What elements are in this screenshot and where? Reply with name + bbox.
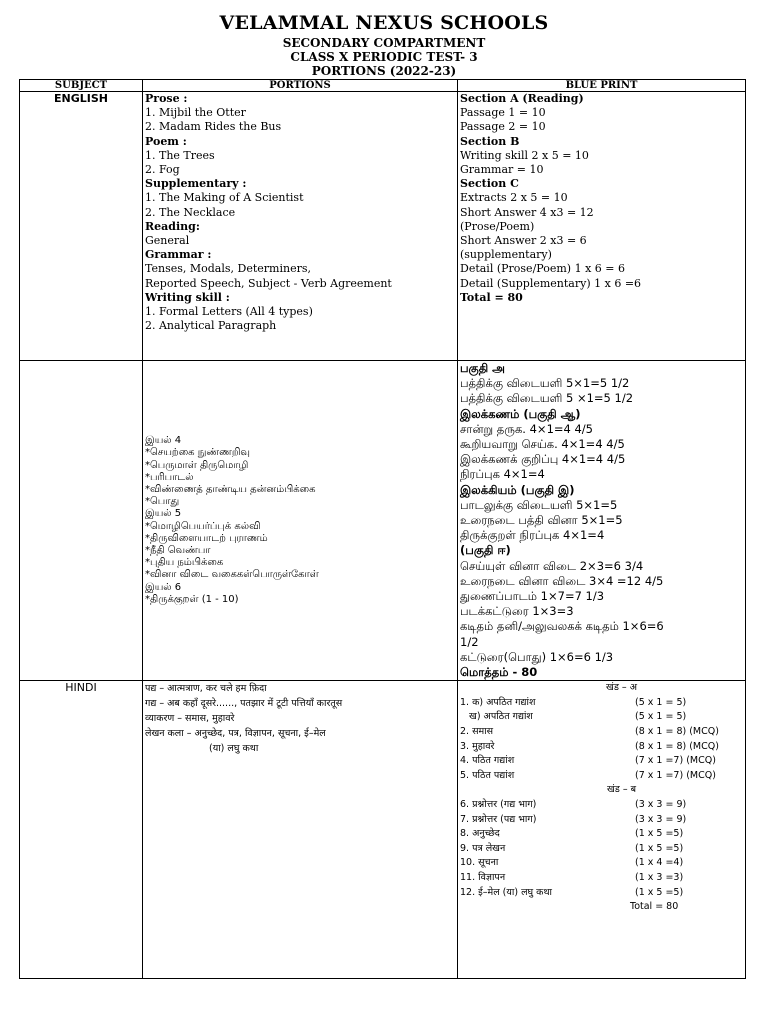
hindi-section-heading: खंड – अ xyxy=(606,682,637,694)
english-portion-item: 1. Mijbil the Otter xyxy=(145,106,246,120)
hindi-question-label: 2. समास xyxy=(460,726,494,738)
hindi-question-marks: (1 x 5 =5) xyxy=(635,828,684,840)
tamil-blueprint-item: பாடலுக்கு விடையளி 5×1=5 xyxy=(460,497,618,512)
english-blueprint-item: Passage 1 = 10 xyxy=(460,106,546,120)
english-portion-item: Supplementary : xyxy=(145,177,247,191)
tamil-blueprint-item: துணைப்பாடம் 1×7=7 1/3 xyxy=(460,589,605,604)
hindi-section-heading: खंड – ब xyxy=(606,784,637,796)
tamil-portion-item: இயல் 6 xyxy=(145,581,182,593)
tamil-blueprint-item: கடிதம் தனி/அலுவலகக் கடிதம் 1×6=6 xyxy=(460,619,664,634)
portions-table xyxy=(19,79,746,979)
english-portion-item: Reading: xyxy=(145,219,200,233)
tamil-blueprint-item: மொத்தம் - 80 xyxy=(460,665,538,680)
english-blueprint-item: Detail (Prose/Poem) 1 x 6 = 6 xyxy=(460,262,625,276)
english-blueprint-item: Total = 80 xyxy=(460,290,523,304)
tamil-portion-item: *திருவிளையாடற் புராணம் xyxy=(145,532,268,544)
subject-english: ENGLISH xyxy=(20,92,143,361)
hindi-question-marks: (1 x 5 =5) xyxy=(635,842,684,854)
tamil-portion-item: *பரிபாடல் xyxy=(145,471,194,483)
hindi-blueprint-row xyxy=(460,754,743,769)
hindi-portion-item: पद्य – आत्मत्राण, कर चले हम फ़िदा xyxy=(145,683,267,695)
hindi-blueprint-row xyxy=(460,710,743,725)
hindi-question-marks: (7 x 1 =7) (MCQ) xyxy=(635,769,716,781)
tamil-portion-item: இயல் 5 xyxy=(145,508,182,520)
tamil-blueprint-item: இலக்கியம் (பகுதி இ) xyxy=(460,482,575,497)
hindi-blueprint-row xyxy=(460,813,743,828)
hindi-question-marks: (5 x 1 = 5) xyxy=(635,711,687,723)
hindi-question-label: 6. प्रश्नोत्तर (गद्य भाग) xyxy=(460,799,537,811)
english-portion-item: 1. The Trees xyxy=(145,148,215,162)
tamil-portion-item: *புதிய நம்பிக்கை xyxy=(145,557,224,569)
hindi-blueprint-row xyxy=(460,842,743,857)
english-portion-item: 2. Analytical Paragraph xyxy=(145,319,277,333)
tamil-blueprint-item: செய்யுள் வினா விடை 2×3=6 3/4 xyxy=(460,558,644,573)
subject-tamil xyxy=(20,361,143,681)
hindi-blueprint-row xyxy=(460,769,743,784)
tamil-blueprint-item: சான்று தருக. 4×1=4 4/5 xyxy=(460,421,593,436)
hindi-question-label: ख) अपठित गद्यांश xyxy=(460,711,533,723)
table-row-hindi xyxy=(20,681,746,979)
english-blueprint-item: Writing skill 2 x 5 = 10 xyxy=(460,148,589,162)
english-portion-item: Writing skill : xyxy=(145,290,230,304)
tamil-portion-item: *பொது xyxy=(145,496,180,508)
hindi-question-marks: (1 x 4 =4) xyxy=(635,857,684,869)
tamil-portion-item: *விண்ணைத் தாண்டிய தன்னம்பிக்கை xyxy=(145,484,316,496)
department-title: SECONDARY COMPARTMENT xyxy=(282,36,486,50)
hindi-question-label: 5. पठित पद्यांश xyxy=(460,769,515,781)
hindi-portion-item: व्याकरण – समास, मुहावरे xyxy=(145,713,235,725)
english-portion-item: Tenses, Modals, Determiners, xyxy=(145,262,311,276)
tamil-blueprint-item: படக்கட்டுரை 1×3=3 xyxy=(460,604,574,619)
hindi-question-label: 4. पठित गद्यांश xyxy=(460,755,515,767)
hindi-blueprint-row xyxy=(460,871,743,886)
subject-column-header: SUBJECT xyxy=(20,80,143,92)
english-portion-item: 1. The Making of A Scientist xyxy=(145,191,304,205)
tamil-blueprint-item: பத்திக்கு விடையளி 5×1=5 1/2 xyxy=(460,376,630,391)
hindi-question-label: 12. ई–मेल (या) लघु कथा xyxy=(460,886,552,898)
english-portion-item: 2. Fog xyxy=(145,163,180,177)
english-portions xyxy=(143,92,458,361)
english-blueprint-item: (Prose/Poem) xyxy=(460,219,535,233)
hindi-question-marks: (1 x 3 =3) xyxy=(635,871,684,883)
hindi-blueprint xyxy=(458,681,746,979)
english-portion-item: Reported Speech, Subject - Verb Agreement xyxy=(145,276,392,290)
tamil-portion-item: *மொழிபெயர்ப்புக் கல்வி xyxy=(145,520,261,532)
tamil-blueprint-item: பகுதி அ xyxy=(460,361,505,375)
blueprint-column-header: BLUE PRINT xyxy=(458,80,746,92)
english-blueprint xyxy=(458,92,746,361)
english-portion-item: Poem : xyxy=(145,134,187,148)
hindi-portion-item: गद्य – अब कहाँ दूसरे......, पतझार में टूटी पत्तियाँ कारतूस xyxy=(145,698,343,710)
table-row-tamil xyxy=(20,361,746,681)
tamil-blueprint-item: 1/2 xyxy=(460,634,479,649)
hindi-question-marks: (5 x 1 = 5) xyxy=(635,696,687,708)
english-portion-item: Prose : xyxy=(145,92,188,105)
tamil-blueprint-item: கட்டுரை(பொது) 1×6=6 1/3 xyxy=(460,649,614,664)
english-blueprint-item: Extracts 2 x 5 = 10 xyxy=(460,191,568,205)
hindi-question-marks: (7 x 1 =7) (MCQ) xyxy=(635,755,716,767)
english-blueprint-item: Section C xyxy=(460,177,519,191)
hindi-total: Total = 80 xyxy=(630,901,679,913)
tamil-portion-item: *பெருமாள் திருமொழி xyxy=(145,459,249,471)
hindi-blueprint-row xyxy=(460,886,743,901)
english-portion-item: General xyxy=(145,234,190,248)
hindi-blueprint-row xyxy=(460,856,743,871)
hindi-question-label: 11. विज्ञापन xyxy=(460,871,506,883)
document-header xyxy=(0,10,768,78)
hindi-blueprint-row xyxy=(460,725,743,740)
hindi-portions xyxy=(143,681,458,979)
tamil-portion-item: *செயற்கை நுண்ணறிவு xyxy=(145,447,251,459)
hindi-blueprint-row xyxy=(460,798,743,813)
english-blueprint-item: Short Answer 2 x3 = 6 xyxy=(460,234,587,248)
tamil-blueprint-item: இலக்கணக் குறிப்பு 4×1=4 4/5 xyxy=(460,452,626,467)
hindi-portion-item: (या) लघु कथा xyxy=(209,743,259,755)
hindi-question-label: 1. क) अपठित गद्यांश xyxy=(460,696,536,708)
hindi-blueprint-row xyxy=(460,827,743,842)
tamil-portion-item: *திருக்குறள் (1 - 10) xyxy=(145,593,239,605)
school-name: VELAMMAL NEXUS SCHOOLS xyxy=(219,12,549,34)
english-blueprint-item: Passage 2 = 10 xyxy=(460,120,546,134)
tamil-portion-item: *வினா விடை வகைகள்பொருள்கோள் xyxy=(145,569,319,581)
hindi-question-label: 3. मुहावरे xyxy=(460,740,495,752)
hindi-blueprint-row xyxy=(460,740,743,755)
tamil-blueprint-item: நிரப்புக 4×1=4 xyxy=(460,467,545,482)
hindi-question-label: 10. सूचना xyxy=(460,857,499,869)
tamil-blueprint-item: உரைநடை வினா விடை 3×4 =12 4/5 xyxy=(460,573,664,588)
english-portion-item: 2. Madam Rides the Bus xyxy=(145,120,282,134)
hindi-question-label: 7. प्रश्नोत्तर (पद्य भाग) xyxy=(460,813,537,825)
portions-title: PORTIONS (2022-23) xyxy=(311,64,457,78)
tamil-blueprint-item: இலக்கணம் (பகுதி ஆ) xyxy=(460,406,581,421)
hindi-question-marks: (3 x 3 = 9) xyxy=(635,813,687,825)
tamil-blueprint-item: கூறியவாறு செய்க. 4×1=4 4/5 xyxy=(460,437,625,452)
test-title: CLASS X PERIODIC TEST- 3 xyxy=(290,50,478,64)
tamil-blueprint-item: பத்திக்கு விடையளி 5 ×1=5 1/2 xyxy=(460,391,634,406)
table-row-english xyxy=(20,92,746,361)
english-blueprint-item: (supplementary) xyxy=(460,248,552,262)
tamil-blueprint-item: திருக்குறள் நிரப்புக 4×1=4 xyxy=(460,528,605,543)
hindi-question-label: 8. अनुच्छेद xyxy=(460,828,500,840)
english-blueprint-item: Short Answer 4 x3 = 12 xyxy=(460,205,594,219)
english-blueprint-item: Detail (Supplementary) 1 x 6 =6 xyxy=(460,276,642,290)
hindi-blueprint-row xyxy=(460,696,743,711)
tamil-blueprint-item: உரைநடை பத்தி வினா 5×1=5 xyxy=(460,513,623,528)
hindi-portion-item: लेखन कला – अनुच्छेद, पत्र, विज्ञापन, सूचना, ई–मेल xyxy=(145,728,326,740)
tamil-blueprint xyxy=(458,361,746,681)
subject-hindi: HINDI xyxy=(20,681,143,979)
hindi-question-marks: (3 x 3 = 9) xyxy=(635,799,687,811)
tamil-portion-item: இயல் 4 xyxy=(145,435,182,447)
english-blueprint-item: Grammar = 10 xyxy=(460,163,544,177)
english-blueprint-item: Section A (Reading) xyxy=(460,92,584,105)
hindi-question-label: 9. पत्र लेखन xyxy=(460,842,506,854)
english-portion-item: 2. The Necklace xyxy=(145,205,236,219)
hindi-question-marks: (8 x 1 = 8) (MCQ) xyxy=(635,726,719,738)
tamil-portion-item: *நீதி வெண்பா xyxy=(145,545,211,557)
table-header-row xyxy=(20,80,746,92)
hindi-question-marks: (1 x 5 =5) xyxy=(635,886,684,898)
english-blueprint-item: Section B xyxy=(460,134,520,148)
english-portion-item: Grammar : xyxy=(145,248,212,262)
tamil-portions xyxy=(143,361,458,681)
english-portion-item: 1. Formal Letters (All 4 types) xyxy=(145,305,313,319)
portions-column-header: PORTIONS xyxy=(143,80,458,92)
hindi-question-marks: (8 x 1 = 8) (MCQ) xyxy=(635,740,719,752)
tamil-blueprint-item: (பகுதி ஈ) xyxy=(460,543,511,558)
